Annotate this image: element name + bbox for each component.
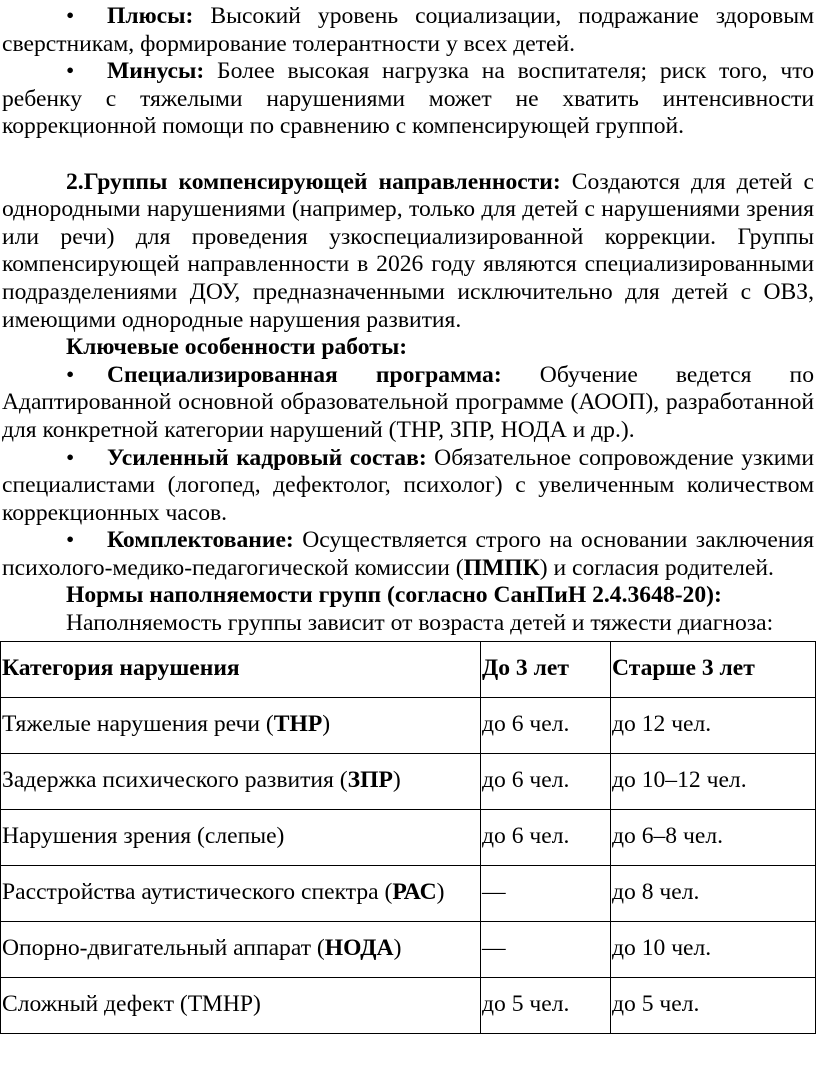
over3-cell: до 10–12 чел. (611, 753, 816, 809)
table-row (1, 865, 816, 921)
over3-cell: до 6–8 чел. (611, 809, 816, 865)
section-2-paragraph (2, 169, 814, 335)
category-cell (1, 809, 481, 865)
header-cell (481, 641, 611, 697)
table-row (1, 921, 816, 977)
list-item-feature (2, 527, 814, 582)
bullet-icon: • (66, 3, 75, 29)
table-row (1, 753, 816, 809)
cell-text: ) (436, 879, 445, 906)
item-text: Осуществляется строго на основании заключения психолого-медико-педагогической комиссии ( (2, 527, 814, 581)
cell-text: Нарушения зрения (слепые) (2, 823, 285, 850)
header-cell (1, 641, 481, 697)
section-heading: 2.Группы компенсирующей направленности: (66, 168, 561, 195)
over3-cell: до 12 чел. (611, 697, 816, 753)
item-bold: ПМПК (463, 554, 540, 581)
item-text: Более высокая нагрузка на воспитателя; риск того, что ребенку с тяжелыми нарушениями может не хватить интенсивности коррекционной помощи по сравнению с компенсирующей группой. (2, 58, 814, 140)
item-text: ) и согласия родителей. (539, 554, 774, 581)
cell-bold: РАС (392, 879, 437, 906)
table-row (1, 977, 816, 1033)
category-cell (1, 921, 481, 977)
table-row (1, 697, 816, 753)
item-text: Обучение ведется по Адаптированной основной образовательной программе (АООП), разработанной для конкретной категории нарушений (ТНР, ЗПР, НОДА и др.). (2, 361, 814, 443)
list-item-feature (2, 362, 814, 445)
under3-cell: до 6 чел. (481, 697, 611, 753)
list-item-cons (2, 58, 814, 141)
cell-text: Сложный дефект (ТМНР) (2, 991, 261, 1018)
category-cell (1, 697, 481, 753)
header-text: Категория нарушения (2, 655, 240, 682)
features-heading (2, 334, 814, 362)
cell-bold: ТНР (273, 711, 323, 738)
cell-bold: ЗПР (347, 767, 393, 794)
list-item-feature (2, 445, 814, 528)
cell-text: ) (322, 711, 331, 738)
cell-text: ) (393, 935, 402, 962)
under3-cell: — (481, 921, 611, 977)
under3-cell: до 6 чел. (481, 809, 611, 865)
heading-text: Нормы наполняемости групп (согласно СанПиН 2.4.3648-20): (66, 582, 722, 609)
item-label: Минусы: (107, 58, 205, 85)
under3-cell: до 6 чел. (481, 753, 611, 809)
bullet-icon: • (66, 444, 75, 471)
header-text: До 3 лет (482, 655, 569, 682)
item-label: Специализированная программа: (107, 361, 502, 388)
category-cell (1, 753, 481, 809)
norms-intro: Наполняемость группы зависит от возраста детей и тяжести диагноза: (66, 610, 774, 637)
cell-bold: НОДА (324, 935, 394, 962)
bullet-icon: • (66, 361, 75, 388)
item-text: Высокий уровень социализации, подражание здоровым сверстникам, формирование толерантности у всех детей. (2, 3, 814, 57)
cell-text: Опорно-двигательный аппарат ( (2, 935, 325, 962)
cell-text: Тяжелые нарушения речи ( (2, 711, 274, 738)
item-label: Усиленный кадровый состав: (107, 444, 427, 471)
item-label: Комплектование: (107, 527, 294, 554)
norms-table (0, 641, 816, 1034)
norms-heading (2, 582, 814, 610)
category-cell (1, 977, 481, 1033)
item-text: Обязательное сопровождение узкими специалистами (логопед, дефектолог, психолог) с увеличенным количеством коррекционных часов. (2, 444, 814, 526)
section-text: Создаются для детей с однородными нарушениями (например, только для детей с нарушениями зрения или речи) для проведения узкоспециализированной коррекции. Группы компенсирующей направленности в 2026 году являются специализированными подразделениями ДОУ, предназначенными исключительно для детей с ОВЗ, имеющими однородные нарушения развития. (2, 168, 814, 333)
table-row (1, 809, 816, 865)
over3-cell: до 10 чел. (611, 921, 816, 977)
category-cell (1, 865, 481, 921)
table-header-row (1, 641, 816, 697)
over3-cell: до 5 чел. (611, 977, 816, 1033)
bullet-icon: • (66, 527, 75, 554)
header-cell (611, 641, 816, 697)
heading-text: Ключевые особенности работы: (66, 334, 408, 361)
header-text: Старше 3 лет (612, 655, 755, 682)
under3-cell: — (481, 865, 611, 921)
item-label: Плюсы: (107, 3, 194, 29)
cell-text: Расстройства аутистического спектра ( (2, 879, 393, 906)
cell-text: Задержка психического развития ( (2, 767, 348, 794)
cell-text: ) (392, 767, 401, 794)
list-item-pros (2, 3, 814, 58)
bullet-icon: • (66, 58, 75, 85)
under3-cell: до 5 чел. (481, 977, 611, 1033)
over3-cell: до 8 чел. (611, 865, 816, 921)
